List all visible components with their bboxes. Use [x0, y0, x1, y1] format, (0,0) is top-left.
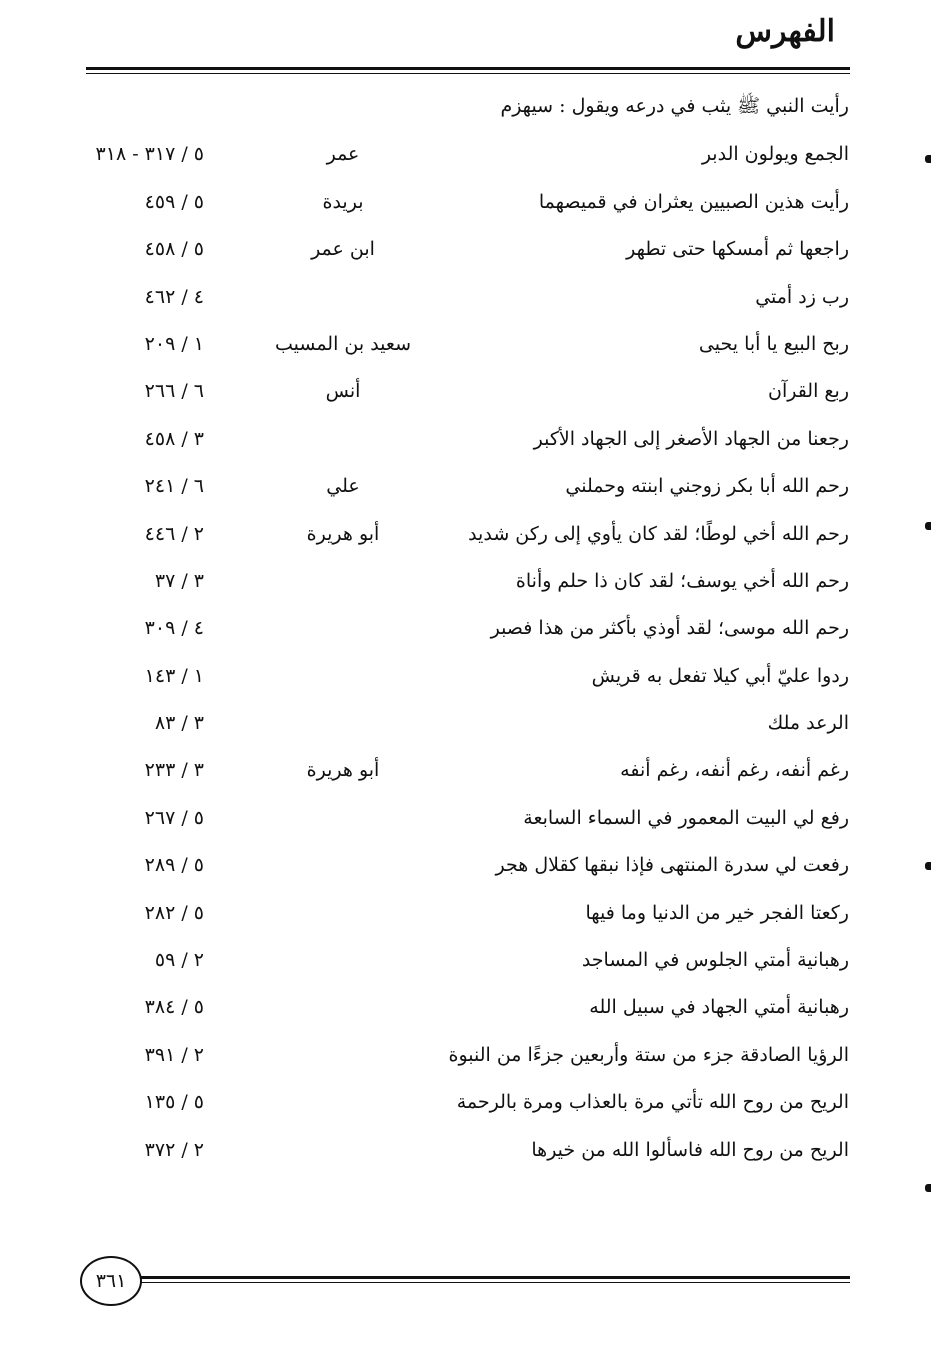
index-entry [0, 461, 931, 508]
entry-text: رحم الله موسى؛ لقد أوذي بأكثر من هذا فصبر [490, 617, 849, 640]
index-entry [0, 651, 931, 698]
entry-reference: ٤ / ٣٠٩ [144, 617, 204, 640]
index-entry [0, 1125, 931, 1172]
index-entry [0, 698, 931, 745]
index-entries [0, 82, 931, 1172]
entry-reference: ٣ / ٣٧ [154, 569, 204, 592]
entry-text: ردوا عليّ أبي كيلا تفعل به قريش [591, 664, 849, 687]
entry-text: رأيت النبي ﷺ يثب في درعه ويقول : سيهزم [500, 95, 849, 117]
index-entry [0, 319, 931, 366]
entry-reference: ٥ / ٤٥٨ [144, 238, 204, 261]
index-entry [0, 793, 931, 840]
entry-reference: ٢ / ٣٧٢ [144, 1138, 204, 1161]
index-entry [0, 1030, 931, 1077]
entry-reference: ٥ / ١٣٥ [144, 1091, 204, 1114]
margin-mark [925, 1184, 931, 1192]
entry-narrator: أبو هريرة [306, 759, 380, 782]
index-entry [0, 982, 931, 1029]
footer-rule-thick [140, 1276, 850, 1279]
entry-reference: ٦ / ٢٤١ [144, 475, 204, 498]
entry-reference: ١ / ٢٠٩ [144, 332, 204, 355]
entry-reference: ٣ / ٨٣ [154, 712, 204, 735]
entry-text: الريح من روح الله تأتي مرة بالعذاب ومرة بالرحمة [456, 1091, 849, 1114]
entry-text: الجمع ويولون الدبر [701, 143, 849, 166]
header-rule-thick [86, 67, 850, 70]
entry-text: الرؤيا الصادقة جزء من ستة وأربعين جزءًا من النبوة [448, 1043, 849, 1066]
margin-mark [925, 155, 931, 163]
entry-reference: ٥ / ٢٨٩ [144, 854, 204, 877]
index-entry [0, 414, 931, 461]
entry-text: رحم الله أخي لوطًا؛ لقد كان يأوي إلى ركن شديد [468, 522, 849, 545]
index-entry [0, 840, 931, 887]
entry-text: رغم أنفه، رغم أنفه، رغم أنفه [620, 759, 849, 782]
entry-text: رهبانية أمتي الجهاد في سبيل الله [589, 996, 849, 1019]
index-entry [0, 1077, 931, 1124]
index-entry [0, 129, 931, 176]
entry-narrator: بريدة [322, 190, 364, 213]
entry-text: ربح البيع يا أبا يحيى [698, 332, 849, 355]
entry-reference: ٥ / ٢٦٧ [144, 806, 204, 829]
entry-reference: ٥ / ٣١٧ - ٣١٨ [95, 143, 204, 166]
entry-reference: ٥ / ٢٨٢ [144, 901, 204, 924]
entry-text: رأيت هذين الصبيين يعثران في قميصهما [538, 190, 849, 213]
margin-mark [925, 862, 931, 870]
entry-text: رفعت لي سدرة المنتهى فإذا نبقها كقلال هجر [495, 854, 849, 877]
entry-narrator: أنس [325, 380, 361, 403]
entry-narrator: ابن عمر [311, 238, 375, 261]
entry-text: الرعد ملك [767, 712, 849, 735]
entry-narrator: سعيد بن المسيب [274, 332, 411, 355]
entry-reference: ٥ / ٤٥٩ [144, 190, 204, 213]
margin-mark [925, 522, 931, 530]
entry-reference: ٢ / ٣٩١ [144, 1043, 204, 1066]
entry-reference: ٢ / ٥٩ [154, 949, 204, 972]
header-rule-thin [86, 73, 850, 74]
index-entry [0, 935, 931, 982]
entry-text: رجعنا من الجهاد الأصغر إلى الجهاد الأكبر [533, 427, 849, 450]
entry-text: رفع لي البيت المعمور في السماء السابعة [523, 806, 849, 829]
entry-reference: ٢ / ٤٤٦ [144, 522, 204, 545]
index-entry [0, 888, 931, 935]
index-entry [0, 82, 931, 129]
entry-text: رحم الله أخي يوسف؛ لقد كان ذا حلم وأناة [515, 569, 849, 592]
index-entry [0, 224, 931, 271]
entry-narrator: عمر [326, 143, 360, 166]
entry-reference: ٣ / ٤٥٨ [144, 427, 204, 450]
footer-rule-thin [140, 1282, 850, 1283]
entry-text: ركعتا الفجر خير من الدنيا وما فيها [585, 901, 849, 924]
entry-text: رب زد أمتي [755, 285, 849, 308]
index-entry [0, 603, 931, 650]
entry-reference: ٥ / ٣٨٤ [144, 996, 204, 1019]
index-entry [0, 177, 931, 224]
page-title: الفهرس [735, 14, 835, 49]
index-entry [0, 509, 931, 556]
index-entry [0, 366, 931, 413]
entry-text: رهبانية أمتي الجلوس في المساجد [581, 949, 849, 972]
entry-reference: ٦ / ٢٦٦ [144, 380, 204, 403]
entry-reference: ٤ / ٤٦٢ [144, 285, 204, 308]
entry-narrator: أبو هريرة [306, 522, 380, 545]
entry-text: رحم الله أبا بكر زوجني ابنته وحملني [565, 475, 849, 498]
entry-text: الريح من روح الله فاسألوا الله من خيرها [531, 1138, 849, 1161]
entry-text: ربع القرآن [767, 380, 849, 403]
index-entry [0, 556, 931, 603]
page-number: ٣٦١ [80, 1256, 142, 1306]
index-entry [0, 272, 931, 319]
index-entry [0, 745, 931, 792]
entry-reference: ٣ / ٢٣٣ [144, 759, 204, 782]
entry-text: راجعها ثم أمسكها حتى تطهر [626, 238, 849, 261]
entry-narrator: علي [326, 475, 360, 498]
entry-reference: ١ / ١٤٣ [144, 664, 204, 687]
